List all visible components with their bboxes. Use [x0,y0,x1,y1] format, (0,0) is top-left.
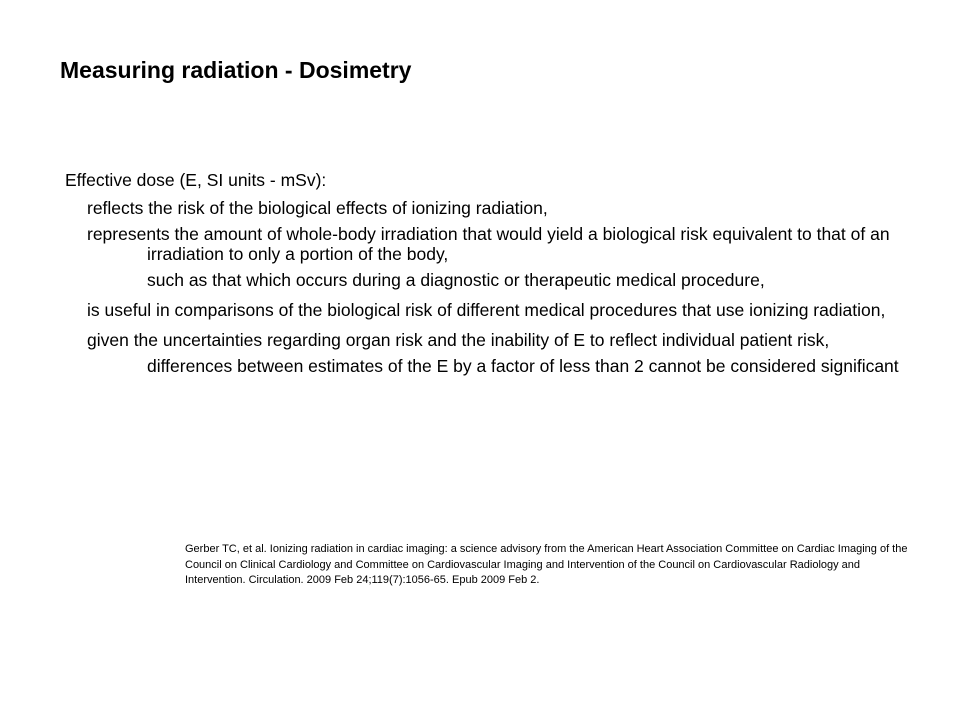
sub-bullet-factor-less-than-2: differences between estimates of the E by a factor of less than 2 cannot be considered significant [147,356,899,376]
effective-dose-heading: Effective dose (E, SI units - mSv): [65,170,327,190]
slide-body [65,170,925,382]
slide-title: Measuring radiation - Dosimetry [60,57,412,83]
bullet-uncertainties-organ-risk: given the uncertainties regarding organ risk and the inability of E to reflect individual patient risk, [87,330,830,350]
bullet-whole-body-irradiation: represents the amount of whole-body irradiation that would yield a biological risk equivalent to that of an irradiation to only a portion of the body, [87,224,890,264]
bullet-risk-biological-effects: reflects the risk of the biological effects of ionizing radiation, [87,198,548,218]
sub-bullet-medical-procedure: such as that which occurs during a diagnostic or therapeutic medical procedure, [147,270,765,290]
citation-reference: Gerber TC, et al. Ionizing radiation in cardiac imaging: a science advisory from the American Heart Association Committee on Cardiac Imaging of the Council on Clinical Cardiology and Committee on Cardiovascular Imaging and Intervention of the Council on Cardiovascular Radiology and Intervention. Circulation. 2009 Feb 24;119(7):1056-65. Epub 2009 Feb 2. [185,543,908,586]
bullet-comparisons-biological-risk: is useful in comparisons of the biological risk of different medical procedures that use ionizing radiation, [87,300,886,320]
